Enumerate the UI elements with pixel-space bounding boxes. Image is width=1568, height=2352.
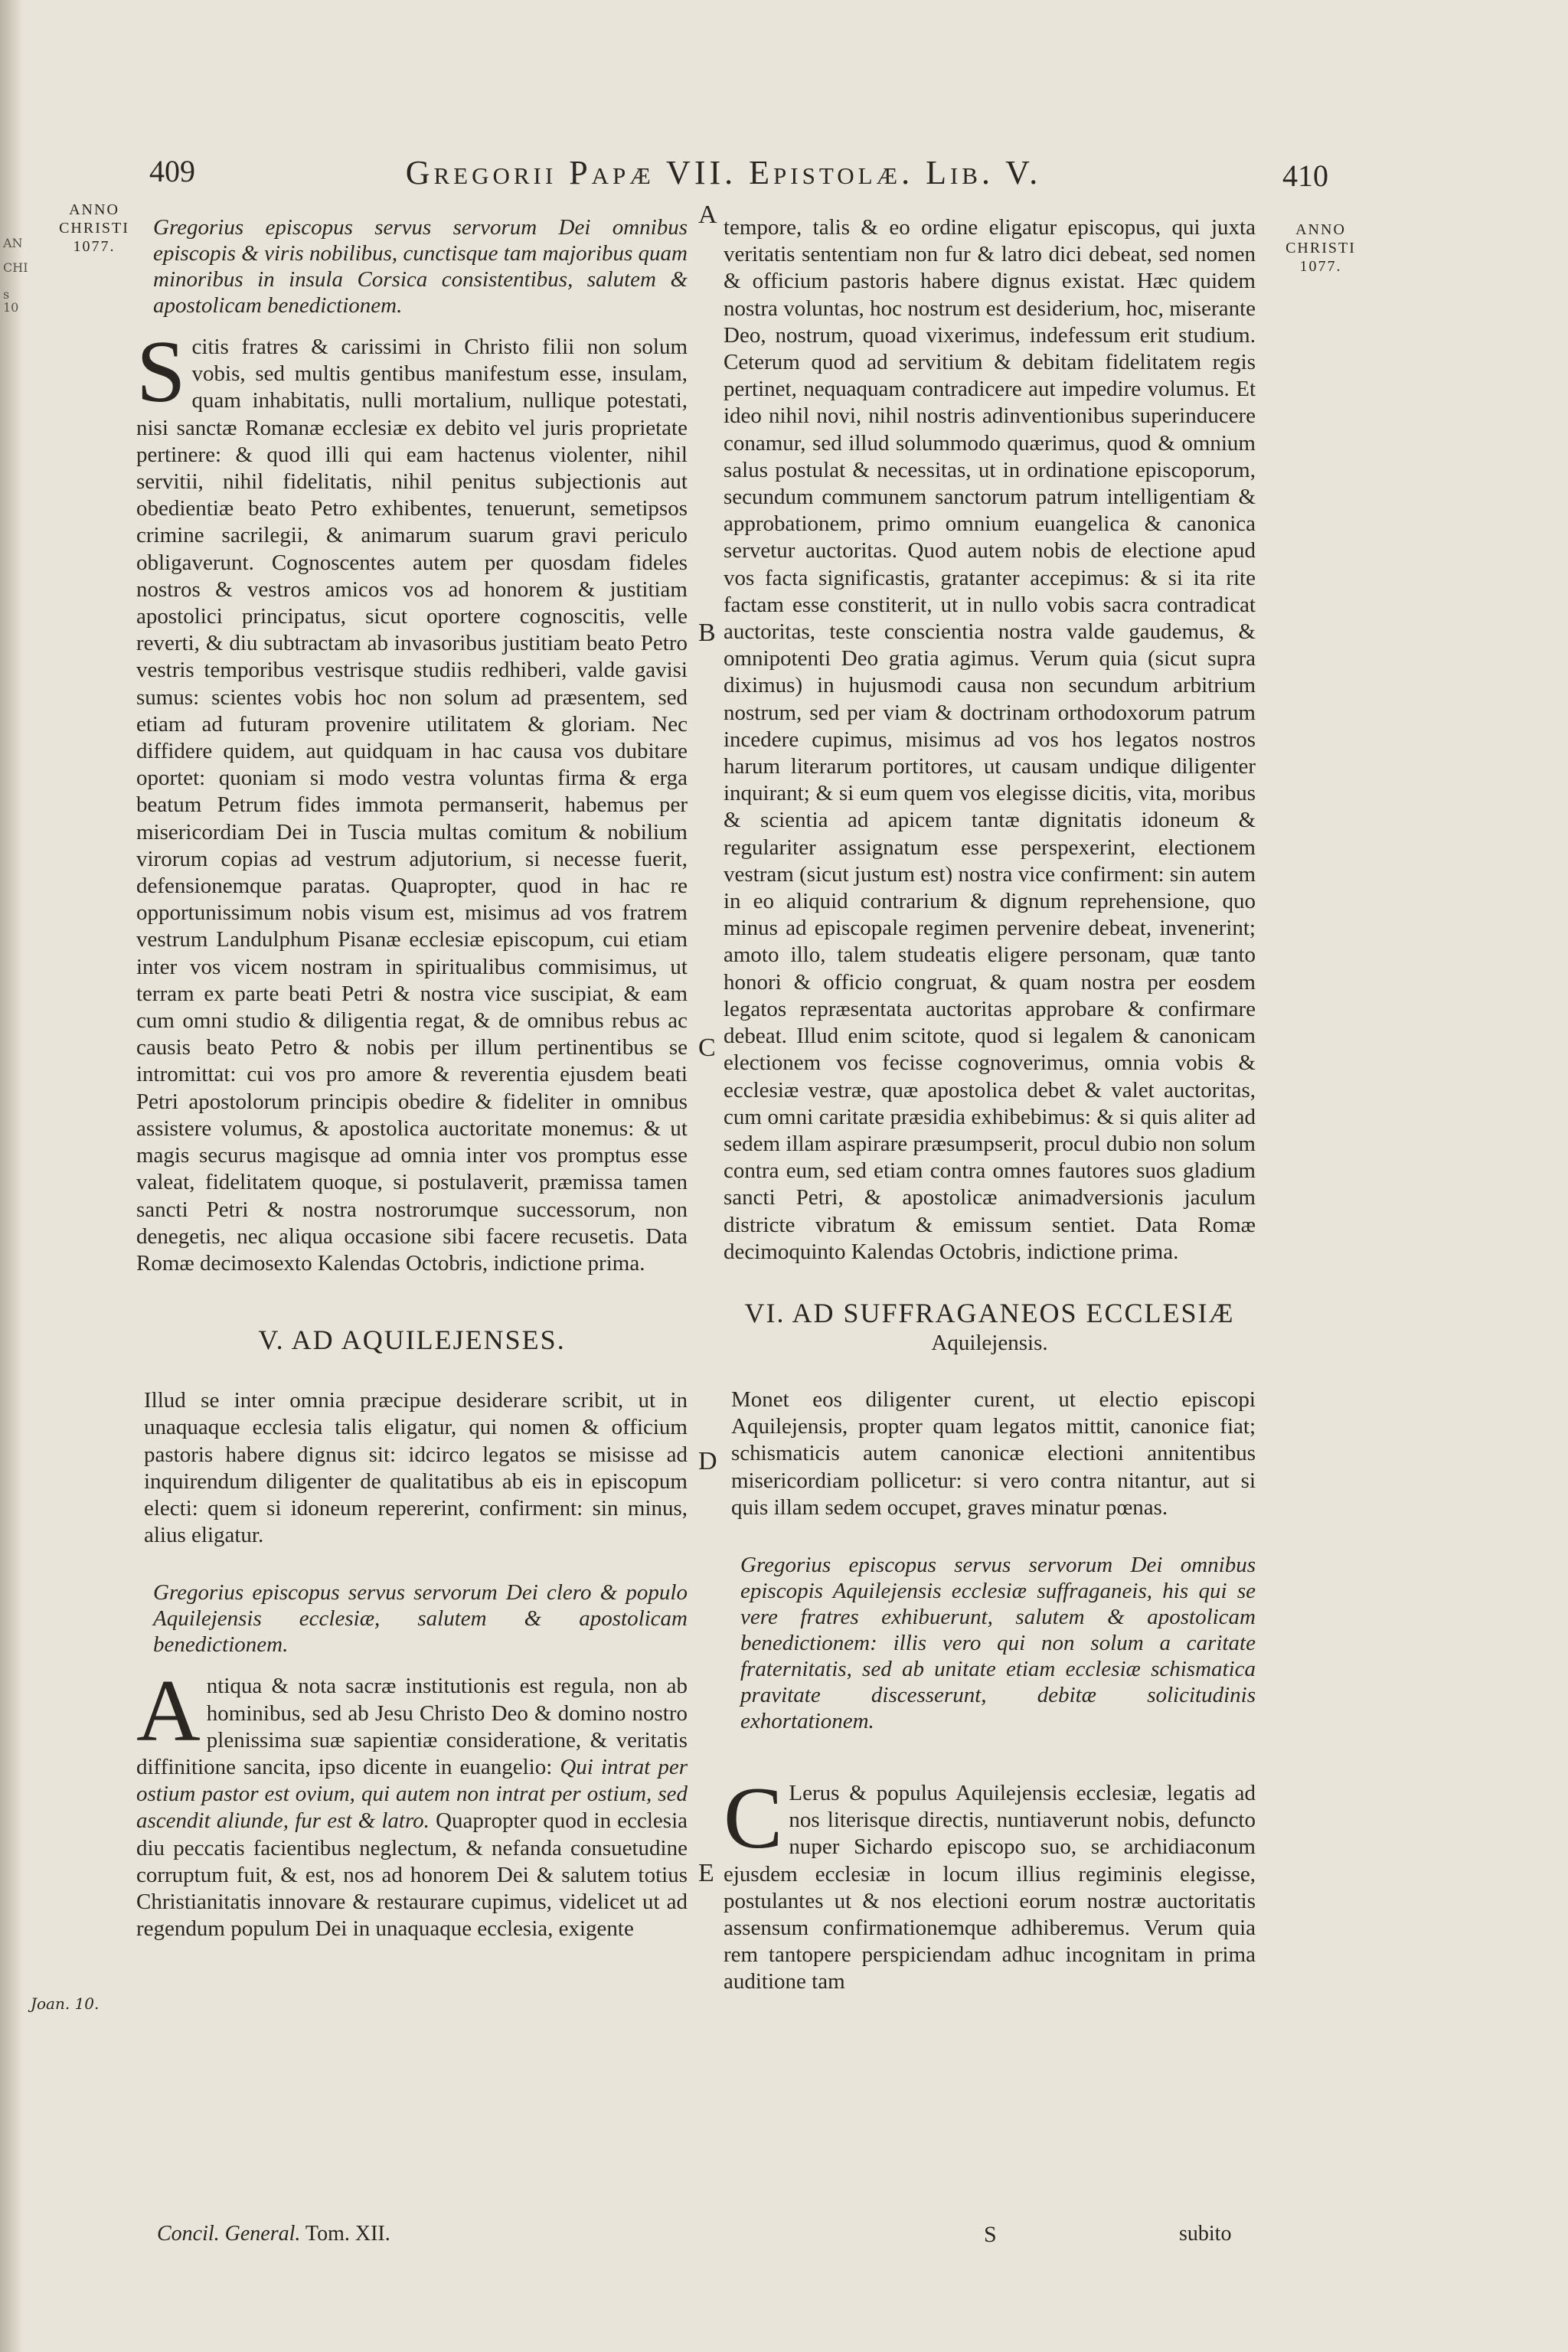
margin-year-right: ANNO CHRISTI 1077. bbox=[1285, 221, 1356, 275]
section-subtitle-vi: Aquilejensis. bbox=[931, 1330, 1048, 1355]
running-header bbox=[149, 153, 1328, 199]
margin-citation: Joan. 10. bbox=[31, 1994, 100, 2013]
section-letter-a: A bbox=[698, 201, 717, 229]
catchword: subito bbox=[1179, 2222, 1232, 2246]
right-column bbox=[724, 214, 1256, 1996]
salutation-vi: Gregorius episcopus servus servorum Dei omnibus episcopis Aquilejensis ecclesiæ suffraganeis, his qui se vere fratres exhibuerunt, salutem & apostolicam benedictionem: illis vero qui non solum a caritate fraternitatis, sed ab unitate etiam ecclesiæ schismatica pravitate discesserunt, debitæ solicitudinis exhortationem. bbox=[740, 1552, 1256, 1733]
letter-v-body: A ntiqua & nota sacræ institutionis est regula, non ab hominibus, sed ab Jesu Christo Deo & domino nostro plenissima suæ sapientiæ consideratione, & veritatis diffinitione sancita, ipso dicente in euangelio: Qui intrat per ostium pastor est ovium, qui autem non intrat per ostium, sed ascendit aliunde, fur est & latro. Quapropter quod in ecclesia diu peccatis facientibus neglectum, & nefanda consuetudine corruptum fuit, & est, nos ad honorem Dei & salutem totius Christianitatis innovare & restaurare cupimus, videlicet ut ad regendum populum Dei in unaquaque ecclesia, exigente bbox=[136, 1662, 688, 1942]
salutation-v: Gregorius episcopus servus servorum Dei clero & populo Aquilejensis ecclesiæ, salutem & apostolicam benedictionem. bbox=[153, 1580, 688, 1658]
drop-cap: C bbox=[724, 1769, 783, 1867]
summary-v: Illud se inter omnia præcipue desiderare scribit, ut in unaquaque ecclesia talis eligatur, qui nomen & officium pastoris habere dignus sit: idcirco legatos se misisse ad inquirendum diligenter de qualitatibus ab eis in episcopum electi: quem si idoneum repererint, confirment: sin minus, alius eligatur. bbox=[144, 1388, 688, 1548]
signature-mark: S bbox=[984, 2222, 997, 2247]
left-column bbox=[136, 214, 688, 1942]
letter-v-continuation: tempore, talis & eo ordine eligatur episcopus, qui juxta veritatis sententiam non fur & latro dici debeat, sed nomen & officium pastoris habere dignus existat. Hæc quidem nostra voluntas, hoc nostrum est desiderium, hoc, miserante Deo, nostrum, quoad vixerimus, indefessum erit studium. Ceterum quod ad servitium & debitam fidelitatem regis pertinet, nequaquam contradicere aut impedire volumus. Et ideo nihil novi, nihil nostris adinventionibus superinducere conamur, sed illud solummodo quærimus, quod & omnium salus postulat & necessitas, ut in ordinatione episcoporum, secundum communem sanctorum patrum intelligentiam & approbationem, primo omnium euangelica & canonica servetur auctoritas. Quod autem nobis de electione apud vos facta significastis, gratanter accepimus: & si ita rite factam esse constiterit, ut in nullo vobis sacra contradicat auctoritas, teste conscientia nostra valde gaudemus, & omnipotenti Deo gratia agimus. Verum quia (sicut supra diximus) in hujusmodi causa non secundum arbitrium nostrum, sed per viam & doctrinam orthodoxorum patrum incedere cupimus, misimus ad vos hos legatos nostros harum literarum portitores, ut causam undique diligenter inquirant; & si eum quem vos elegisse dicitis, vita, moribus & scientia ad apicem tantæ dignitatis idoneum & regulariter assignatum esse perspexerint, electionem vestram (sicut justum est) nostra vice confirment: sin autem in eo aliquid contrarium & dignum reprehensione, quo minus ad episcopale regimen pervenire debeat, invenerint; amoto illo, talem studeatis eligere personam, quæ tanto honori & officio congruat, & quam nostra per eosdem legatos repræsentata auctoritas approbare & confirmare debeat. Illud enim scitote, quod si legalem & canonicam electionem vos fecisse cognoverimus, omnia vobis & ecclesiæ vestræ, quæ apostolica debet & valet auctoritas, cum omni caritate præsidia exhibebimus: & si quis aliter ad sedem illam aspirare præsumpserit, procul dubio non solum contra eum, sed etiam contra omnes fautores suos gladium sancti Petri, & apostolicæ animadversionis jaculum districte vibratum & emissum sentiet. Data Romæ decimoquinto Kalendas Octobris, indictione prima. bbox=[724, 215, 1256, 1264]
bleed-fragment: 10 bbox=[3, 300, 19, 315]
section-letter-e: E bbox=[698, 1859, 714, 1887]
footer-tom: Tom. XII. bbox=[305, 2222, 390, 2246]
bleed-fragment: s bbox=[3, 287, 10, 302]
bleed-fragment: CHI bbox=[3, 260, 28, 275]
page-number-left: 409 bbox=[149, 154, 195, 188]
page-number-right: 410 bbox=[1282, 158, 1328, 193]
footer-concil: Concil. General. bbox=[157, 2222, 301, 2246]
salutation-iv: Gregorius episcopus servus servorum Dei omnibus episcopis & viris nobilibus, cunctisque tam majoribus quam minoribus in insula Corsica consistentibus, salutem & apostolicam benedictionem. bbox=[153, 215, 688, 318]
gospel-quote: Qui intrat per ostium pastor est ovium, qui autem non intrat per ostium, sed ascendit aliunde, fur est & latro. bbox=[136, 1754, 688, 1834]
drop-cap: A bbox=[136, 1662, 201, 1761]
margin-year-left: ANNO CHRISTI 1077. bbox=[59, 201, 129, 255]
footer-reference bbox=[157, 2222, 390, 2246]
section-title-vi: VI. AD SUFFRAGANEOS ECCLESIÆ bbox=[744, 1297, 1235, 1328]
letter-vi-body: C Lerus & populus Aquilejensis ecclesiæ, legatis ad nos literisque directis, nuntiaverunt nobis, defuncto nuper Sichardo episcopo suo, se archidiaconum ejusdem ecclesiæ in locum illius regiminis elegisse, postulantes ut & nos electioni eorum nostræ auctoritatis assensum confirmationemque adhiberemus. Verum quia rem tantopere perspiciendam adhuc incognitam in prima auditione tam bbox=[724, 1769, 1256, 1994]
section-letter-c: C bbox=[698, 1034, 716, 1062]
section-letter-d: D bbox=[698, 1447, 717, 1475]
section-title-v: V. AD AQUILEJENSES. bbox=[258, 1325, 566, 1356]
drop-cap: S bbox=[136, 323, 186, 421]
summary-vi: Monet eos diligenter curent, ut electio episcopi Aquilejensis, propter quam legatos mittit, canonice fiat; schismaticis autem canonicæ electioni annitentibus misericordiam pollicetur: si vero contra nitantur, aut si quis illam sedem occupet, graves minatur pœnas. bbox=[731, 1387, 1256, 1520]
section-letter-b: B bbox=[698, 619, 716, 647]
bleed-fragment: AN bbox=[3, 236, 23, 250]
running-title: Gregorii Papæ VII. Epistolæ. Lib. V. bbox=[405, 154, 1042, 191]
letter-iv-body: S citis fratres & carissimi in Christo filii non solum vobis, sed multis gentibus manifestum esse, insulam, quam inhabitatis, nulli mortalium, nullique potestati, nisi sanctæ Romanæ ecclesiæ ex debito vel juris proprietate pertinere: & quod illi qui eam hactenus violenter, nihil servitii, nihil fidelitatis, nihil penitus subjectionis aut obedientiæ beato Petro exhibentes, tenuerunt, semetipsos crimine sacrilegii, & animarum suarum gravi periculo obligaverunt. Cognoscentes autem per quosdam fideles nostros & vestros amicos vos ad honorem & justitiam apostolici principatus, sicut oportere cognoscitis, velle reverti, & diu subtractam ab invasoribus justitiam beato Petro vestris temporibus vestrisque studiis redhiberi, valde gavisi sumus: scientes vobis hoc non solum ad præsentem, sed etiam ad futuram provenire utilitatem & gloriam. Nec diffidere quidem, aut quidquam in hac causa vos dubitare oportet: quoniam si modo vestra voluntas firma & erga beatum Petrum fides immota permanserit, habemus per misericordiam Dei in Tuscia multas comitum & nobilium virorum copias ad vestrum adjutorium, si necesse fuerit, defensionemque paratas. Quapropter, quod in hac re opportunissimum nobis visum est, misimus ad vos fratrem vestrum Landulphum Pisanæ ecclesiæ episcopum, cui etiam inter vos vicem nostram in spiritualibus commisimus, ut terram ex parte beati Petri & nostra vice suscipiat, & eam cum omni studio & diligentia regat, & de omnibus rebus ac causis beato Petro & nobis per illum pertinentibus se intromittat: cui vos pro amore & reverentia ejusdem beati Petri apostolorum principis obedire & fideliter in omnibus assistere volumus, & apostolica auctoritate monemus: & ut magis securus magisque ad omnia inter vos promptus esse valeat, fidelitatem quoque, si postulaverit, præmissa tamen sancti Petri & nostra nostrorumque successorum, non denegetis, nec aliqua occasione sibi facere recusetis. Data Romæ decimosexto Kalendas Octobris, indictione prima. bbox=[136, 323, 688, 1276]
